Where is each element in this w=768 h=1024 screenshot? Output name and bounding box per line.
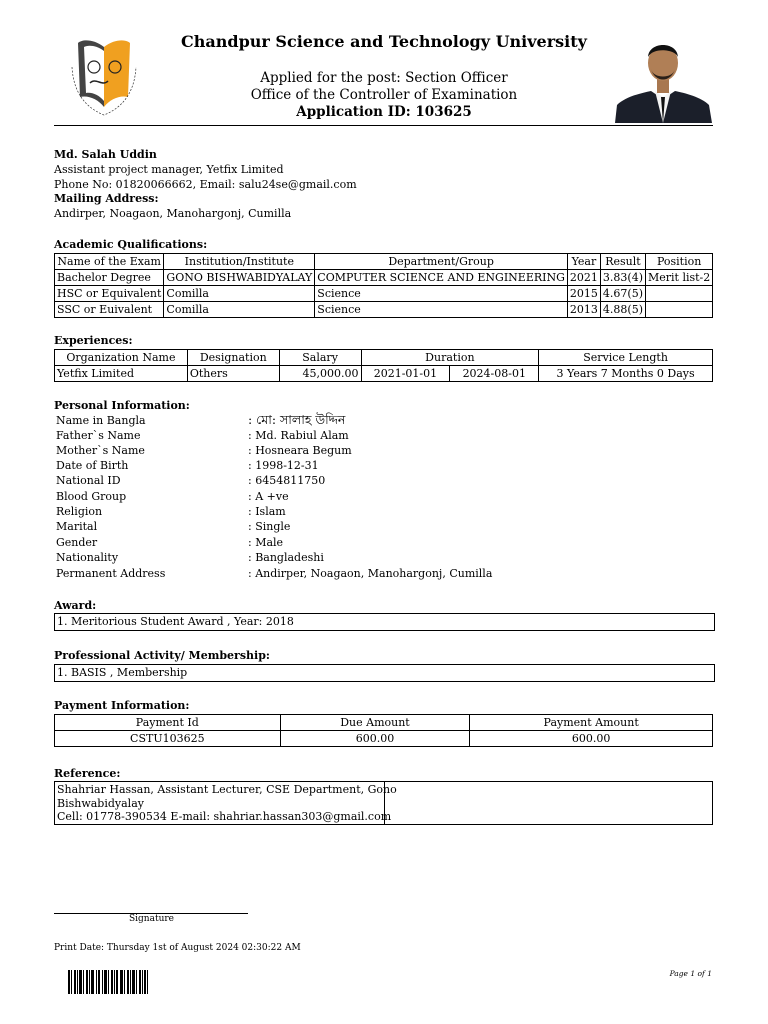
personal-label: Nationality: [56, 551, 119, 564]
table-row: [55, 302, 713, 318]
header-cell: Service Length: [539, 350, 713, 366]
table-cell: 3.83(4): [600, 270, 645, 286]
table-cell: GONO BISHWABIDYALAY: [164, 270, 315, 286]
table-cell: 600.00: [280, 731, 470, 747]
header-cell: Designation: [187, 350, 279, 366]
academic-table: [54, 253, 713, 318]
mailing-address: Andirper, Noagaon, Manohargonj, Cumilla: [54, 207, 292, 220]
personal-label: Marital: [56, 520, 98, 533]
table-cell: 4.88(5): [600, 302, 645, 318]
table-cell: Others: [187, 366, 279, 382]
table-cell: HSC or Equivalent: [55, 286, 164, 302]
applicant-name: Md. Salah Uddin: [54, 148, 157, 161]
header-cell: Organization Name: [55, 350, 188, 366]
applicant-contact: Phone No: 01820066662, Email: salu24se@gmail.com: [54, 178, 357, 191]
barcode-icon: [68, 970, 148, 994]
experience-table: [54, 349, 713, 382]
table-cell: 2021-01-01: [361, 366, 450, 382]
table-cell: Merit list-2: [645, 270, 712, 286]
personal-value: : মো: সালাহ উদ্দিন: [248, 412, 346, 427]
personal-label: Mother`s Name: [56, 444, 145, 457]
membership-box: 1. BASIS , Membership: [54, 664, 715, 682]
table-cell: COMPUTER SCIENCE AND ENGINEERING: [315, 270, 568, 286]
award-title: Award:: [54, 599, 97, 612]
table-cell: 3 Years 7 Months 0 Days: [539, 366, 713, 382]
header-cell: Institution/Institute: [164, 254, 315, 270]
personal-value: : Male: [248, 536, 284, 549]
table-row: [55, 731, 713, 747]
table-cell: CSTU103625: [55, 731, 281, 747]
reference-box-empty: [384, 781, 713, 825]
personal-value: : Islam: [248, 505, 286, 518]
university-name: Chandpur Science and Technology University: [181, 32, 587, 51]
personal-value: : Bangladeshi: [248, 551, 324, 564]
table-row: [55, 286, 713, 302]
personal-label: Gender: [56, 536, 98, 549]
table-header-row: [55, 254, 713, 270]
print-date: Print Date: Thursday 1st of August 2024 02:30:22 AM: [54, 943, 301, 953]
table-cell: 45,000.00: [279, 366, 361, 382]
personal-label: Religion: [56, 505, 103, 518]
table-cell: 2024-08-01: [450, 366, 539, 382]
experience-title: Experiences:: [54, 334, 133, 347]
table-cell: Comilla: [164, 286, 315, 302]
personal-label: Blood Group: [56, 490, 127, 503]
table-cell: SSC or Euivalent: [55, 302, 164, 318]
table-cell: Science: [315, 302, 568, 318]
header-cell: Position: [645, 254, 712, 270]
personal-value: : Hosneara Begum: [248, 444, 352, 457]
office-name: Office of the Controller of Examination: [250, 87, 518, 103]
applicant-photo: [615, 33, 712, 123]
signature-label: Signature: [129, 914, 175, 924]
header-cell: Payment Amount: [470, 715, 713, 731]
personal-value: : 6454811750: [248, 474, 326, 487]
header-divider: [54, 125, 713, 126]
table-cell: 2013: [567, 302, 600, 318]
table-cell: [645, 302, 712, 318]
personal-value: : A +ve: [248, 490, 289, 503]
table-cell: 2015: [567, 286, 600, 302]
table-cell: [645, 286, 712, 302]
page-number: Page 1 of 1: [669, 969, 712, 978]
personal-value: : Andirper, Noagaon, Manohargonj, Cumilla: [248, 567, 493, 580]
header-cell: Result: [600, 254, 645, 270]
table-cell: Science: [315, 286, 568, 302]
header-cell: Duration: [361, 350, 539, 366]
reference-line: Cell: 01778-390534 E-mail: shahriar.hassan303@gmail.com: [57, 810, 392, 823]
table-row: [55, 366, 713, 382]
reference-title: Reference:: [54, 767, 121, 780]
reference-box: [54, 781, 397, 825]
mailing-address-label: Mailing Address:: [54, 192, 159, 205]
personal-label: Name in Bangla: [56, 414, 146, 427]
applicant-position: Assistant project manager, Yetfix Limited: [54, 163, 284, 176]
personal-value: : 1998-12-31: [248, 459, 319, 472]
table-cell: Yetfix Limited: [55, 366, 188, 382]
reference-line: Shahriar Hassan, Assistant Lecturer, CSE Department, Gono: [57, 783, 397, 796]
personal-label: Father`s Name: [56, 429, 141, 442]
payment-table: [54, 714, 713, 747]
header-cell: Year: [567, 254, 600, 270]
personal-label: Permanent Address: [56, 567, 166, 580]
personal-value: : Single: [248, 520, 291, 533]
personal-label: Date of Birth: [56, 459, 129, 472]
table-cell: 600.00: [470, 731, 713, 747]
table-row: [55, 270, 713, 286]
membership-title: Professional Activity/ Membership:: [54, 649, 270, 662]
table-cell: Comilla: [164, 302, 315, 318]
table-header-row: [55, 715, 713, 731]
table-cell: Bachelor Degree: [55, 270, 164, 286]
applied-post: Applied for the post: Section Officer: [260, 70, 508, 86]
award-box: 1. Meritorious Student Award , Year: 2018: [54, 613, 715, 631]
application-id: Application ID: 103625: [296, 104, 472, 120]
header-cell: Due Amount: [280, 715, 470, 731]
payment-title: Payment Information:: [54, 699, 190, 712]
table-cell: 4.67(5): [600, 286, 645, 302]
table-cell: 2021: [567, 270, 600, 286]
header-cell: Salary: [279, 350, 361, 366]
table-header-row: [55, 350, 713, 366]
header-cell: Department/Group: [315, 254, 568, 270]
reference-line: Bishwabidyalay: [57, 797, 144, 810]
personal-label: National ID: [56, 474, 121, 487]
header-cell: Name of the Exam: [55, 254, 164, 270]
personal-title: Personal Information:: [54, 399, 190, 412]
personal-value: : Md. Rabiul Alam: [248, 429, 349, 442]
header-cell: Payment Id: [55, 715, 281, 731]
academic-title: Academic Qualifications:: [54, 238, 208, 251]
